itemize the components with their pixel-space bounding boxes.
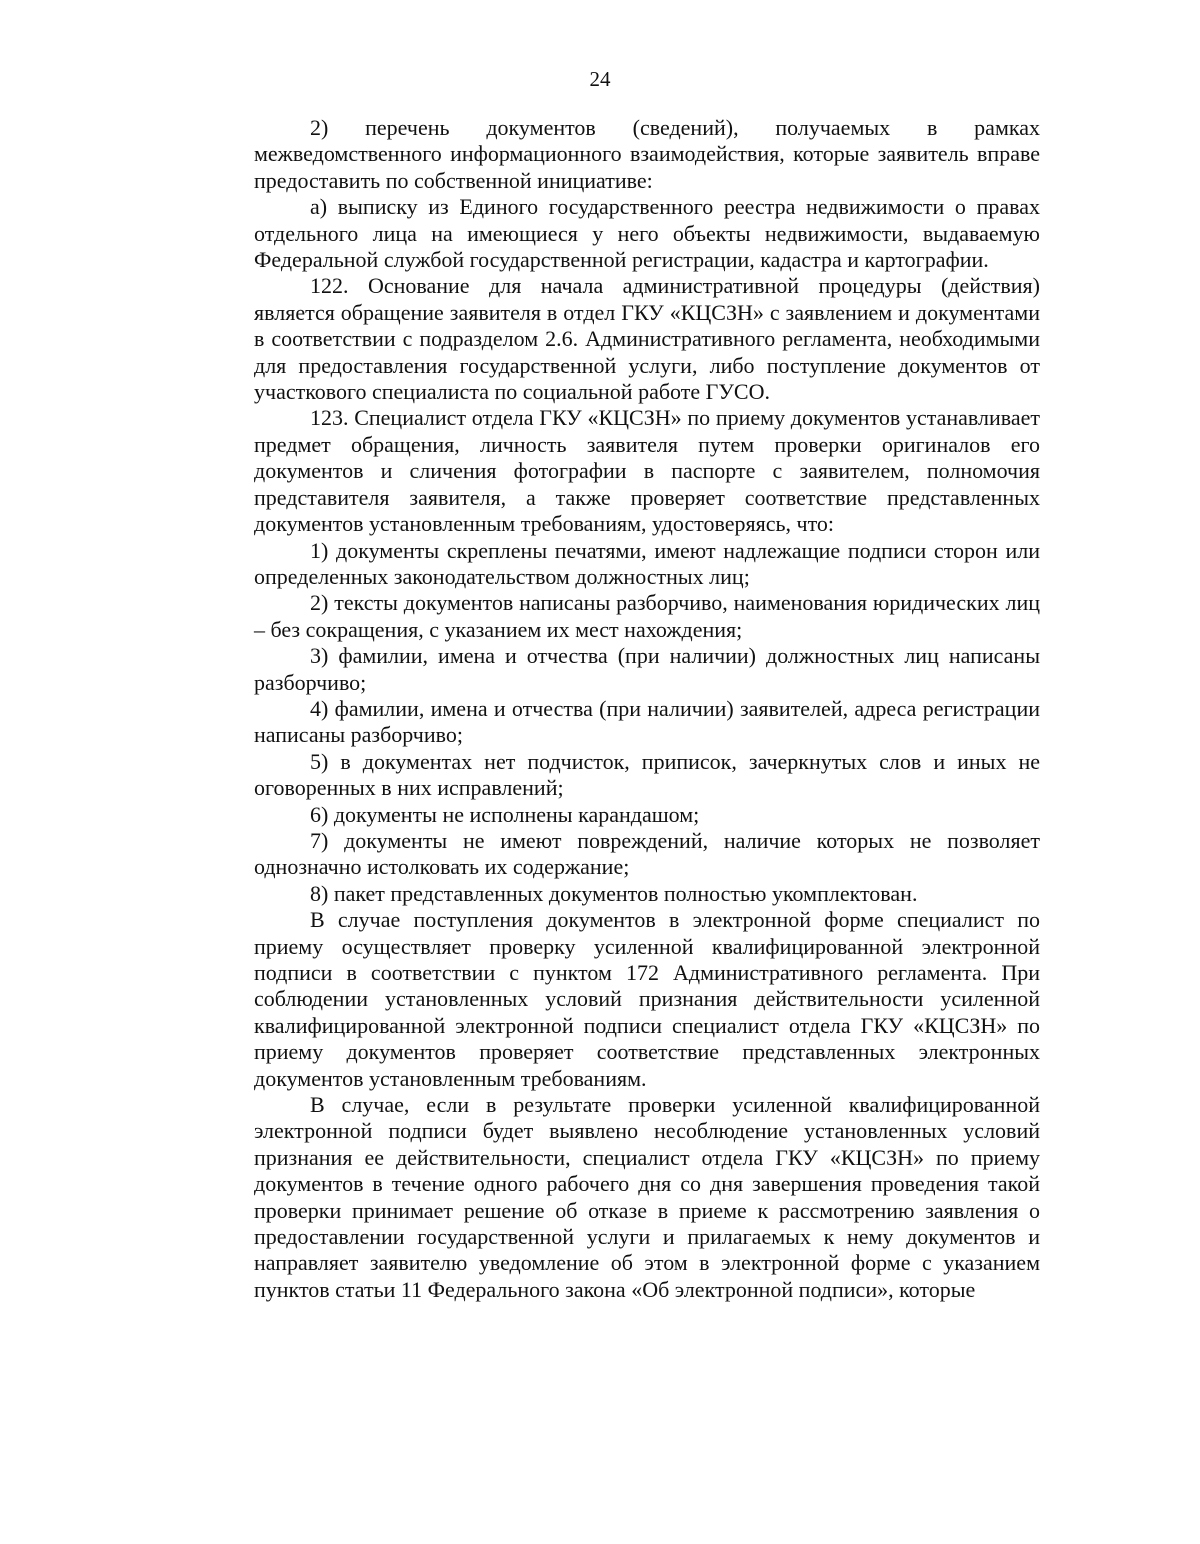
paragraph-signature-invalid-refusal: В случае, если в результате проверки усиленной квалифицированной электронной подписи будет выявлено несоблюдение установленных условий признания ее действительности, специалист отдела ГКУ «КЦСЗН» по приему документов в течение одного рабочего дня со дня завершения проведения такой проверки принимает решение об отказе в приеме к рассмотрению заявления о предоставлении государственной услуги и прилагаемых к нему документов и направляет заявителю уведомление об этом в электронной форме с указанием пунктов статьи 11 Федерального закона «Об электронной подписи», которые (254, 1092, 1040, 1302)
paragraph-check-2-legible-texts: 2) тексты документов написаны разборчиво, наименования юридических лиц – без сокращения, с указанием их мест нахождения; (254, 590, 1040, 642)
paragraph-check-4-applicants-names: 4) фамилии, имена и отчества (при наличии) заявителей, адреса регистрации написаны разборчиво; (254, 695, 1040, 748)
paragraph-check-3-officials-names: 3) фамилии, имена и отчества (при наличии) должностных лиц написаны разборчиво; (254, 643, 1040, 695)
paragraph-check-7-no-damage: 7) документы не имеют повреждений, наличие которых не позволяет однозначно истолковать их содержание; (254, 827, 1040, 880)
paragraph-check-1-seals: 1) документы скреплены печатями, имеют надлежащие подписи сторон или определенных законодательством должностных лиц; (254, 537, 1040, 589)
paragraph-subitem-a-egrn-extract: а) выписку из Единого государственного реестра недвижимости о правах отдельного лица на имеющиеся у него объекты недвижимости, выдаваемую Федеральной службой государственной регистрации, кадастра и картографии. (254, 194, 1040, 273)
document-body (254, 115, 1040, 1303)
paragraph-check-6-no-pencil: 6) документы не исполнены карандашом; (310, 801, 700, 827)
paragraph-check-8-complete-package: 8) пакет представленных документов полностью укомплектован. (310, 880, 918, 906)
paragraph-122-basis: 122. Основание для начала административной процедуры (действия) является обращение заявителя в отдел ГКУ «КЦСЗН» с заявлением и документами в соответствии с подразделом 2.6. Административного регламента, необходимыми для предоставления государственной услуги, либо поступление документов от участкового специалиста по социальной работе ГУСО. (254, 273, 1040, 405)
paragraph-item-2-interagency-list: 2) перечень документов (сведений), получаемых в рамках межведомственного информационного взаимодействия, которые заявитель вправе предоставить по собственной инициативе: (254, 115, 1040, 193)
page-number: 24 (589, 67, 611, 91)
paragraph-electronic-signature-check: В случае поступления документов в электронной форме специалист по приему осуществляет проверку усиленной квалифицированной электронной подписи в соответствии с пунктом 172 Административного регламента. При соблюдении установленных условий признания действительности усиленной квалифицированной электронной подписи специалист отдела ГКУ «КЦСЗН» по приему документов проверяет соответствие представленных электронных документов установленным требованиям. (254, 907, 1040, 1091)
paragraph-check-5-no-corrections: 5) в документах нет подчисток, приписок, зачеркнутых слов и иных не оговоренных в них исправлений; (254, 748, 1040, 801)
paragraph-123-specialist-check: 123. Специалист отдела ГКУ «КЦСЗН» по приему документов устанавливает предмет обращения, личность заявителя путем проверки оригиналов его документов и сличения фотографии в паспорте с заявителем, полномочия представителя заявителя, а также проверяет соответствие представленных документов установленным требованиям, удостоверяясь, что: (254, 405, 1040, 537)
